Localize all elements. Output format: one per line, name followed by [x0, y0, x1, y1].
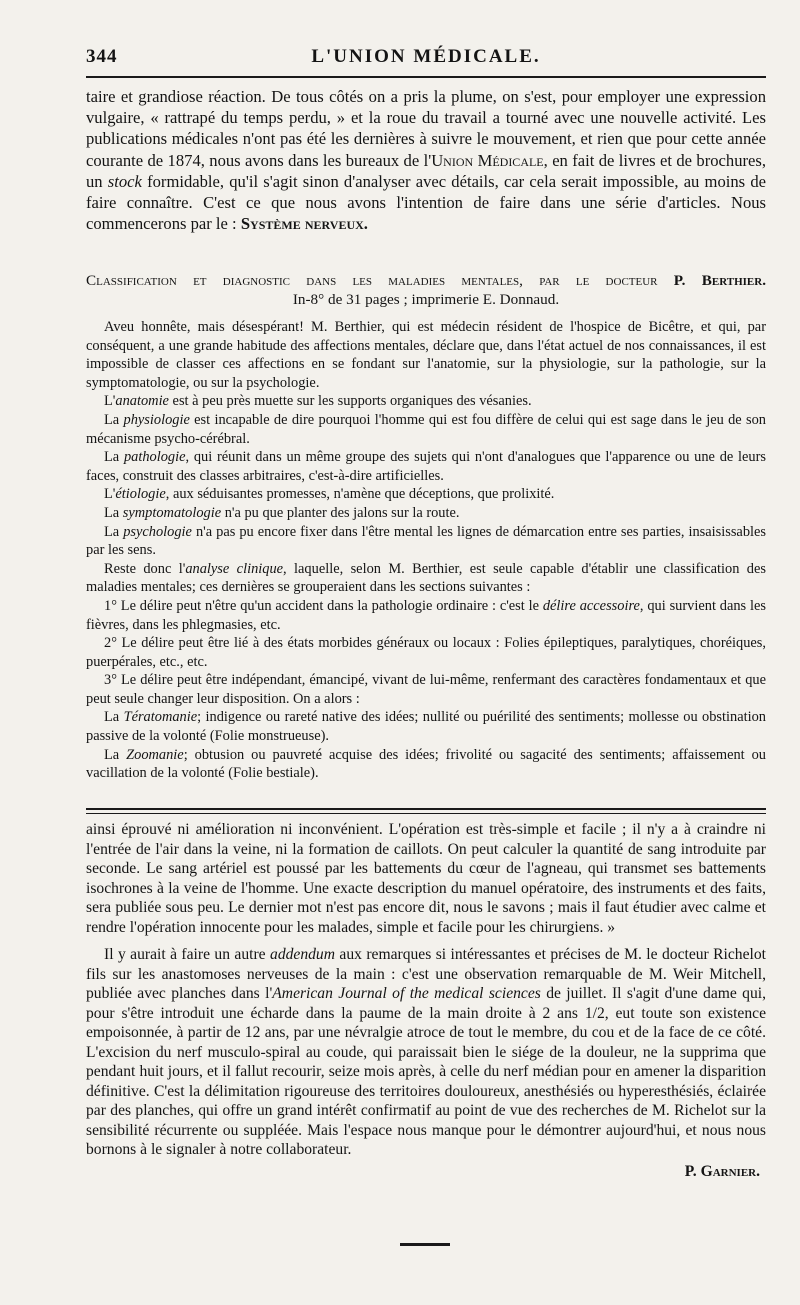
- intro-paragraph: taire et grandiose réaction. De tous côtés on a pris la plume, on s'est, pour employer une expression vulgaire, « rattrapé du temps perdu, » et la roue du travail a tourné avec une nouvelle activité. Les publications médicales n'ont pas été les dernières à suivre le mouvement, et rien que pour cette année courante de 1874, nous avons dans les bureaux de l'Union Médicale, en fait de livres et de brochures, un stock formidable, qu'il s'agit sinon d'analyser avec détails, car cela serait impossible, au moins de faire connaître. C'est ce que nous avons l'intention de faire dans une série d'articles. Nous commencerons par le : Système nerveux.: [86, 87, 767, 234]
- footer-rule: [400, 1243, 450, 1246]
- review-paragraph: La physiologie est incapable de dire pourquoi l'homme qui est fou diffère de celui qui est sage dans le jeu de son mécanisme psycho-cérébral.: [86, 411, 767, 447]
- list-item: 1° Le délire peut n'être qu'un accident dans la pathologie ordinaire : c'est le délire accessoire, qui survient dans les fièvres, dans les phlegmasies, etc.: [86, 597, 766, 633]
- author-signature: P. Garnier.: [684, 1162, 760, 1180]
- reference-subtitle: In-8° de 31 pages ; imprimerie E. Donnaud.: [292, 290, 560, 308]
- review-section: [86, 318, 766, 783]
- review-paragraph: La symptomatologie n'a pu que planter des jalons sur la route.: [104, 504, 460, 521]
- page-number: 344: [86, 46, 118, 67]
- list-item: 3° Le délire peut être indépendant, émancipé, vivant de lui-même, renfermant des caractères fondamentaux et que peut seule changer leur disposition. On a alors :: [86, 672, 766, 707]
- review-paragraph: Aveu honnête, mais désespérant! M. Berthier, qui est médecin résident de l'hospice de Bicêtre, et qui, par conséquent, a une grande habitude des affections mentales, déclare que, dans l'état actuel de nos connaissances, il est impossible de classer ces affections en se fondant sur l'anatomie, sur la physiologie, sur la pathologie, sur la symptomatologie, ou sur la psychologie.: [86, 319, 766, 391]
- reference-title: Classification et diagnostic dans les maladies mentales, par le docteur P. Berthier.: [86, 272, 766, 289]
- journal-name: Union Médicale: [431, 150, 544, 170]
- journal-title: L'UNION MÉDICALE.: [311, 46, 541, 67]
- list-item: La Tératomanie; indigence ou rareté native des idées; nullité ou puérilité des sentiments; mollesse ou obstination passive de la volonté (Folie monstrueuse).: [86, 709, 766, 745]
- section-topic: Système nerveux.: [240, 214, 368, 234]
- list-item: 2° Le délire peut être lié à des états morbides généraux ou locaux : Folies épileptiques, paralytiques, choréiques, puerpérales, etc., etc.: [86, 635, 766, 670]
- addendum-paragraph: Il y aurait à faire un autre addendum aux remarques si intéressantes et précises de M. le docteur Richelot fils sur les anastomoses nerveuses de la main : c'est une observation remarquable de M. Weir Mitchell, publiée avec planches dans l'American Journal of the medical sciences de juillet. Il s'agit d'une dame qui, pour s'être introduit une écharde dans la paume de la main droite à 2 ans 1/2, eut toute son existence empoisonnée, à partir de 12 ans, par une névralgie atroce de tout le membre, du cou et de la face de ce côté. L'excision du nerf musculo-spiral au coude, qui paraissait bien le siége de la douleur, ne la supprima que pendant huit jours, et il fallut recourir, seize mois après, à celle du nerf médian pour en amener la disparition définitive. C'est la délimitation rigoureuse des territoires douloureux, anesthésiés ou hyperesthésiés, éclairée par des planches, qui offre un grand intérêt confirmatif au point de vue des recherches de M. Richelot sur la sensibilité récurrente ou suppléée. Mais l'espace nous manque pour le démontrer aujourd'hui, et nous nous bornons à le signaler à notre collaborateur.: [86, 946, 766, 1158]
- review-paragraph: L'anatomie est à peu près muette sur les supports organiques des vésanies.: [104, 393, 532, 410]
- review-paragraph: Reste donc l'analyse clinique, laquelle, selon M. Berthier, est seule capable d'établir une classification des maladies mentales; ces dernières se grouperaient dans les sections suivantes :: [86, 560, 766, 596]
- review-paragraph: L'étiologie, aux séduisantes promesses, n'amène que déceptions, que prolixité.: [104, 486, 555, 503]
- bibliographic-reference: [86, 272, 766, 309]
- section-divider: [86, 813, 766, 814]
- continuation-section: [86, 820, 766, 1181]
- page-header: [86, 42, 766, 72]
- review-paragraph: La psychologie n'a pas pu encore fixer dans l'être mental les lignes de démarcation entre ses parties, insaisissables par les sens.: [86, 523, 766, 559]
- section-divider: [86, 808, 766, 810]
- list-item: La Zoomanie; obtusion ou pauvreté acquise des idées; frivolité ou sagacité des sentiments; affaissement ou vacillation de la volonté (Folie bestiale).: [86, 746, 766, 782]
- intro-section: [86, 86, 766, 234]
- header-rule: [86, 76, 766, 78]
- quote-paragraph: ainsi éprouvé ni amélioration ni inconvénient. L'opération est très-simple et facile ; il n'y a à craindre ni l'entrée de l'air dans la veine, ni la formation de caillots. On peut calculer la quantité de sang introduite par seconde. Le sang artériel est poussé par les battements du cœur de l'agneau, qui transmet ses battements isochrones à la veine de l'homme. Une exacte description du manuel opératoire, des instruments et des faits, sera publiée sous peu. Le dernier mot n'est pas encore dit, nous le savons ; mais il faut étudier avec calme et rendre l'opération innocente pour les malades, simple et facile pour les chirurgiens. »: [86, 821, 766, 936]
- review-paragraph: La pathologie, qui réunit dans un même groupe des sujets qui n'ont d'analogues que l'apparence ou une de leurs faces, construit des classes arbitraires, c'est-à-dire artificielles.: [86, 449, 766, 484]
- reference-author: P. Berthier.: [673, 272, 766, 289]
